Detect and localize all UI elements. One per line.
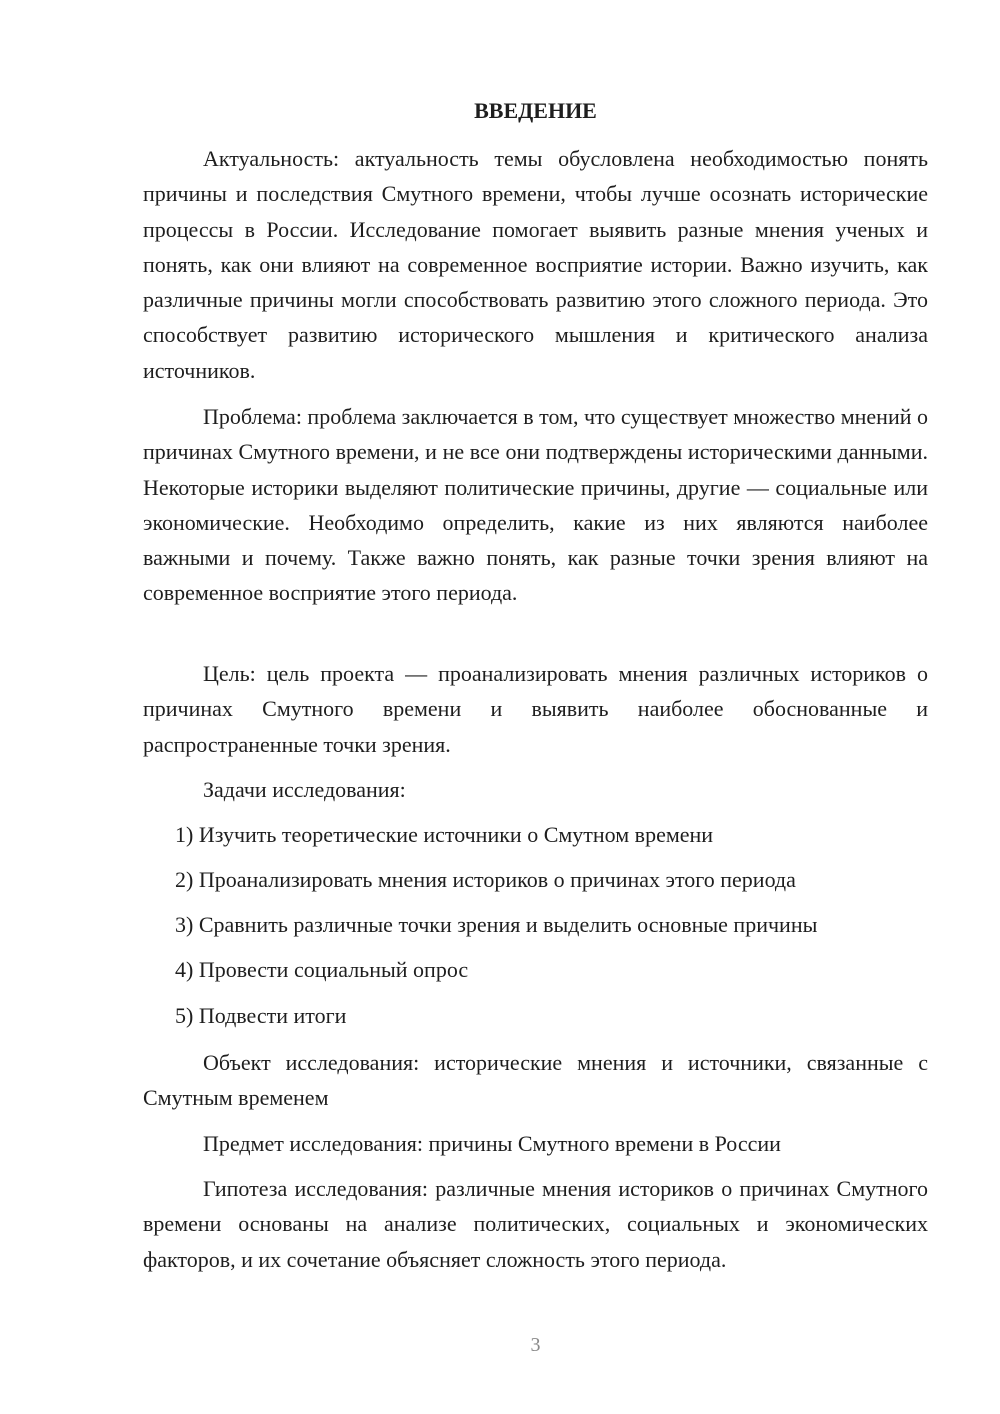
paragraph-subject: Предмет исследования: причины Смутного времени в России	[203, 1131, 781, 1156]
paragraph-object: Объект исследования: исторические мнения и источники, связанные с Смутным временем	[143, 1050, 928, 1111]
list-item: 3) Сравнить различные точки зрения и выделить основные причины	[175, 912, 818, 937]
list-item: 1) Изучить теоретические источники о Смутном времени	[175, 822, 714, 847]
paragraph-problem: Проблема: проблема заключается в том, что существует множество мнений о причинах Смутного времени, и не все они подтверждены историческими данными. Некоторые историки выделяют политические причины, другие — социальные или экономические. Необходимо определить, какие из них являются наиболее важными и почему. Также важно понять, как разные точки зрения влияют на современное восприятие этого периода.	[143, 404, 928, 606]
paragraph-goal: Цель: цель проекта — проанализировать мнения различных историков о причинах Смутного времени и выявить наиболее обоснованные и распространенные точки зрения.	[143, 661, 928, 757]
list-item: 5) Подвести итоги	[175, 1003, 347, 1028]
tasks-heading: Задачи исследования:	[203, 777, 406, 802]
paragraph-relevance: Актуальность: актуальность темы обусловлена необходимостью понять причины и последствия Смутного времени, чтобы лучше осознать исторические процессы в России. Исследование помогает выявить разные мнения ученых и понять, как они влияют на современное восприятие истории. Важно изучить, как различные причины могли способствовать развитию этого сложного периода. Это способствует развитию исторического мышления и критического анализа источников.	[143, 146, 928, 383]
list-item: 2) Проанализировать мнения историков о причинах этого периода	[175, 867, 796, 892]
paragraph-hypothesis: Гипотеза исследования: различные мнения историков о причинах Смутного времени основаны на анализе политических, социальных и экономических факторов, и их сочетание объясняет сложность этого периода.	[143, 1176, 928, 1272]
page-number: 3	[530, 1334, 541, 1356]
list-item: 4) Провести социальный опрос	[175, 957, 469, 982]
page-title: ВВЕДЕНИЕ	[474, 98, 597, 123]
